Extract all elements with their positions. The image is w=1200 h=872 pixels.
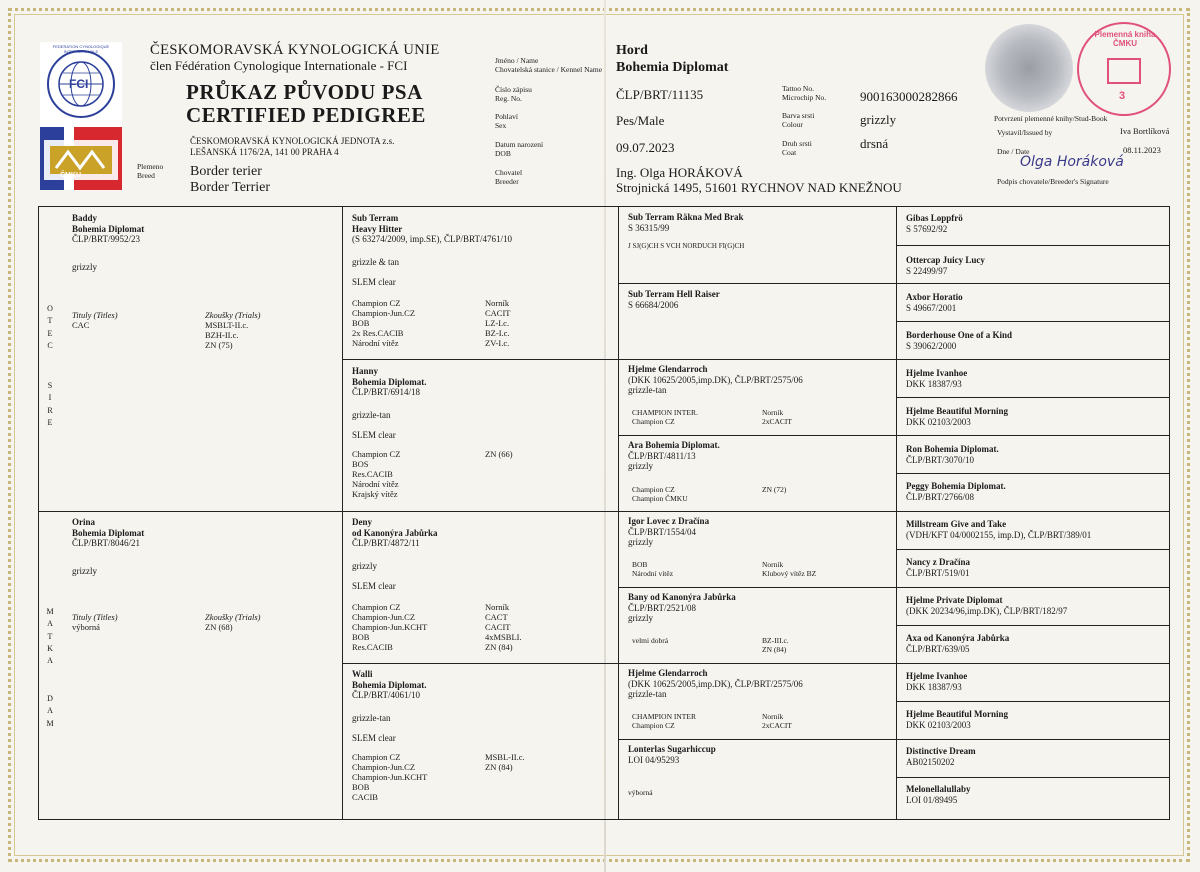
title-cz: PRŮKAZ PŮVODU PSA	[186, 80, 423, 104]
club-name: ČESKOMORAVSKÁ KYNOLOGICKÁ JEDNOTA z.s.	[190, 136, 395, 146]
grandparent-2-titles: Champion CZ BOS Res.CACIB Národní vítěz Krajský vítěz	[352, 449, 401, 499]
ggg-parent-7: Ron Bohemia Diplomat. ČLP/BRT/3070/10	[906, 444, 999, 465]
sire-trials: Zkoušky (Trials) MSBLT-II.c. BZH-II.c. ZN (75)	[205, 310, 261, 350]
sire-kennel: Bohemia Diplomat	[72, 223, 145, 234]
sire-colour: grizzly	[72, 261, 97, 272]
breeder-label-cz: Chovatel	[495, 168, 523, 177]
dam-cell	[72, 517, 337, 576]
issued-label: Vystavil/Issued by	[997, 128, 1053, 137]
breed-label-en: Breed	[137, 171, 155, 180]
ggg-parent-8: Peggy Bohemia Diplomat. ČLP/BRT/2766/08	[906, 481, 1006, 502]
dam-kennel: Bohemia Diplomat	[72, 527, 145, 538]
ggg-parent-3: Axbor Horatio S 49667/2001	[906, 292, 963, 313]
studbook-stamp	[1077, 22, 1171, 116]
tattoo-label: Tattoo No.	[782, 84, 814, 93]
grandparent-3: Deny od Kanonýra Jabůrka ČLP/BRT/4872/11 grizzly SLEM clear	[352, 517, 438, 591]
breed-cz: Border terier	[190, 164, 262, 179]
colour-label-en: Colour	[782, 120, 803, 129]
grandparent-3-titles: Champion CZ Champion-Jun.CZ Champion-Jun.KCHT BOB Res.CACIB	[352, 602, 428, 652]
great-grandparent-7: Hjelme Glendarroch (DKK 10625/2005,imp.DK), ČLP/BRT/2575/06 grizzle-tan	[628, 668, 803, 699]
ggg-parent-16: Melonellalullaby LOI 01/89495	[906, 784, 971, 805]
great-grandparent-8-titles: výborná	[628, 788, 653, 797]
grandparent-1: Sub Terram Heavy Hitter (S 63274/2009, imp.SE), ČLP/BRT/4761/10 grizzle & tan SLEM clear	[352, 213, 512, 287]
great-grandparent-3-trials: Norník 2xCACIT	[762, 408, 792, 426]
reg-label-en: Reg. No.	[495, 94, 522, 103]
grandparent-4-titles: Champion CZ Champion-Jun.CZ Champion-Jun.KCHT BOB CACIB	[352, 752, 428, 802]
club-address: LEŠANSKÁ 1176/2A, 141 00 PRAHA 4	[190, 147, 339, 157]
name-label-en: Chovatelská stanice / Kennel Name	[495, 65, 603, 74]
chip-label: Microchip No.	[782, 93, 827, 102]
dog-colour: grizzly	[860, 112, 897, 127]
ggg-parent-1: Gibas Loppfrö S 57692/92	[906, 213, 963, 234]
great-grandparent-5: Igor Lovec z Dračína ČLP/BRT/1554/04 grizzly	[628, 516, 710, 547]
ggg-parent-12: Axa od Kanonýra Jabůrka ČLP/BRT/639/05	[906, 633, 1010, 654]
stamp-emblem-icon	[1107, 58, 1141, 84]
grandparent-2-trials: ZN (66)	[485, 449, 513, 459]
reg-label-cz: Číslo zápisu	[495, 85, 532, 94]
dam-titles: Tituly (Titles) výborná	[72, 612, 118, 632]
ggg-parent-6: Hjelme Beautiful Morning DKK 02103/2003	[906, 406, 1008, 427]
great-grandparent-8: Lonterlas Sugarhiccup LOI 04/95293	[628, 744, 716, 765]
sire-name: Baddy	[72, 213, 98, 223]
dam-colour: grizzly	[72, 565, 97, 576]
coat-label-en: Coat	[782, 148, 797, 157]
logo-ring-text: FEDERATION CYNOLOGIQUE INTERNATIONALE	[52, 44, 110, 54]
ggg-parent-2: Ottercap Juicy Lucy S 22499/97	[906, 255, 985, 276]
issued-by: Iva Bortlíková	[1120, 126, 1170, 136]
sex-label-en: Sex	[495, 121, 507, 130]
breeder-name: Ing. Olga HORÁKOVÁ	[616, 165, 743, 180]
colour-label-cz: Barva srsti	[782, 111, 815, 120]
great-grandparent-1: Sub Terram Räkna Med Brak S 36315/99 J SJ(G)CH S VCH NORDUCH FI(G)CH	[628, 212, 745, 250]
ggg-parent-9: Millstream Give and Take (VDH/KFT 04/0002155, imp.D), ČLP/BRT/389/01	[906, 519, 1092, 540]
sire-reg: ČLP/BRT/9952/23	[72, 234, 140, 244]
dog-reg-no: ČLP/BRT/11135	[616, 87, 704, 102]
stamp-number: 3	[1119, 90, 1126, 102]
dog-kennel: Bohemia Diplomat	[616, 60, 729, 75]
dob-label-cz: Datum narození	[495, 140, 544, 149]
breeder-signature: Olga Horáková	[1020, 154, 1124, 170]
sire-titles: Tituly (Titles) CAC	[72, 310, 118, 330]
great-grandparent-4: Ara Bohemia Diplomat. ČLP/BRT/4811/13 grizzly	[628, 440, 720, 471]
date-label: Dne / Date	[997, 147, 1030, 156]
fci-cmku-logo	[40, 42, 122, 190]
great-grandparent-2: Sub Terram Hell Raiser S 66684/2006	[628, 289, 720, 310]
breeder-label-en: Breeder	[495, 177, 519, 186]
side-label-dam: D A M	[46, 694, 54, 728]
dam-reg: ČLP/BRT/8046/21	[72, 538, 140, 548]
great-grandparent-7-trials: Norník 2xCACIT	[762, 712, 792, 730]
ggg-parent-4: Borderhouse One of a Kind S 39062/2000	[906, 330, 1013, 351]
great-grandparent-6-trials: BZ-III.c. ZN (84)	[762, 636, 789, 654]
signature-label: Podpis chovatele/Breeder's Signature	[997, 177, 1109, 186]
grandparent-1-trials: Norník CACIT LZ-I.c. BZ-I.c. ZV-I.c.	[485, 298, 511, 348]
dam-name: Orina	[72, 517, 96, 527]
dog-coat: drsná	[860, 136, 889, 151]
ggg-parent-14: Hjelme Beautiful Morning DKK 02103/2003	[906, 709, 1008, 730]
great-grandparent-5-trials: Norník Klubový vítěz BZ	[762, 560, 817, 578]
great-grandparent-6-titles: velmi dobrá	[632, 636, 669, 645]
logo-cmku-text: ČMKU	[60, 172, 81, 179]
grandparent-4-trials: MSBL-II.c. ZN (84)	[485, 752, 525, 772]
side-label-otec: O T E C	[47, 304, 53, 350]
great-grandparent-3-titles: CHAMPION INTER. Champion CZ	[632, 408, 698, 426]
name-label-cz: Jméno / Name	[495, 56, 539, 65]
dam-trials: Zkoušky (Trials) ZN (68)	[205, 612, 261, 632]
sire-cell	[72, 213, 337, 272]
side-label-matka: M A T K A	[46, 607, 54, 666]
grandparent-1-titles: Champion CZ Champion-Jun.CZ BOB 2x Res.CACIB Národní vítěz	[352, 298, 416, 348]
grandparent-3-trials: Norník CACT CACIT 4xMSBLI. ZN (84)	[485, 602, 522, 652]
ggg-parent-10: Nancy z Dračína ČLP/BRT/519/01	[906, 557, 970, 578]
great-grandparent-3: Hjelme Glendarroch (DKK 10625/2005,imp.DK), ČLP/BRT/2575/06 grizzle-tan	[628, 364, 803, 395]
great-grandparent-6: Bany od Kanonýra Jabůrka ČLP/BRT/2521/08 grizzly	[628, 592, 736, 623]
logo-fci-text: FCI	[69, 77, 89, 91]
ggg-parent-13: Hjelme Ivanhoe DKK 18387/93	[906, 671, 968, 692]
dog-sex: Pes/Male	[616, 113, 665, 128]
title-en: CERTIFIED PEDIGREE	[186, 103, 426, 127]
grandparent-2: Hanny Bohemia Diplomat. ČLP/BRT/6914/18 grizzle-tan SLEM clear	[352, 366, 427, 440]
side-label-sire: S I R E	[47, 381, 53, 427]
great-grandparent-7-titles: CHAMPION INTER Champion CZ	[632, 712, 696, 730]
dob-label-en: DOB	[495, 149, 511, 158]
ggg-parent-5: Hjelme Ivanhoe DKK 18387/93	[906, 368, 968, 389]
ggg-parent-11: Hjelme Private Diplomat (DKK 20234/96,imp.DK), ČLP/BRT/182/97	[906, 595, 1068, 616]
studbook-confirm-label: Potvrzení plemenné knihy/Stud-Book	[994, 114, 1108, 123]
breeder-address: Strojnická 1495, 51601 RYCHNOV NAD KNEŽNOU	[616, 180, 902, 195]
dog-name: Hord	[616, 43, 648, 58]
breed-en: Border Terrier	[190, 180, 271, 195]
coat-label-cz: Druh srsti	[782, 139, 812, 148]
org-fci-member: člen Fédération Cynologique Internationale - FCI	[150, 58, 408, 73]
stamp-text: Plemenná kniha ČMKU	[1094, 30, 1156, 48]
breed-label-cz: Plemeno	[137, 162, 164, 171]
great-grandparent-4-trials: ZN (72)	[762, 485, 787, 494]
dog-dob: 09.07.2023	[616, 140, 675, 155]
org-name: ČESKOMORAVSKÁ KYNOLOGICKÁ UNIE	[150, 42, 440, 58]
sex-label-cz: Pohlaví	[495, 112, 518, 121]
dog-microchip: 900163000282866	[860, 89, 958, 104]
great-grandparent-5-titles: BOB Národní vítěz	[632, 560, 674, 578]
grandparent-4: Walli Bohemia Diplomat. ČLP/BRT/4061/10 grizzle-tan SLEM clear	[352, 669, 427, 743]
great-grandparent-4-titles: Champion CZ Champion ČMKU	[632, 485, 688, 503]
ggg-parent-15: Distinctive Dream AB02150202	[906, 746, 976, 767]
issue-date: 08.11.2023	[1123, 145, 1161, 155]
embossed-seal	[985, 24, 1073, 112]
